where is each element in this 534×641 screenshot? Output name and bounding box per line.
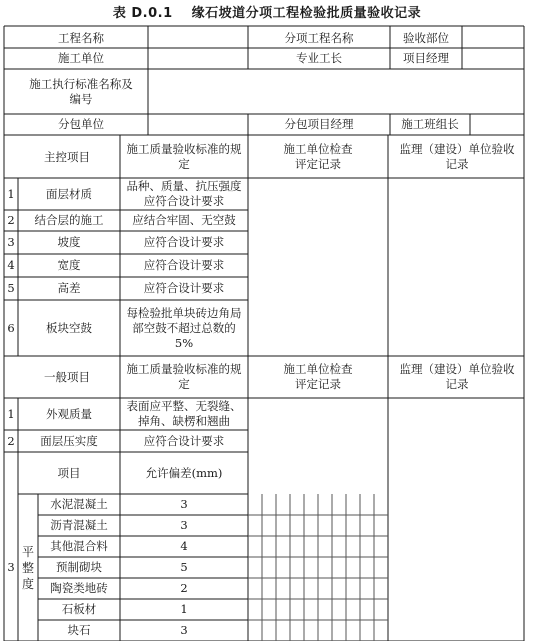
flatness-row-value: 1 <box>180 602 188 616</box>
flatness-row-name: 其他混合料 <box>50 539 108 553</box>
main-row-name: 宽度 <box>57 258 81 272</box>
label-foreman: 专业工长 <box>296 50 342 65</box>
main-row-spec: 每检验批单块砖边角局部空鼓不超过总数的5% <box>126 305 242 350</box>
main-row-no: 6 <box>7 320 15 335</box>
main-row-name: 板块空鼓 <box>46 320 92 335</box>
label-project-name: 工程名称 <box>58 30 104 45</box>
flatness-row-name: 沥青混凝土 <box>50 518 108 532</box>
main-row-spec: 应符合设计要求 <box>143 281 225 295</box>
main-row-name: 高差 <box>57 281 81 295</box>
flatness-row-value: 3 <box>180 497 188 511</box>
flatness-header-item: 项目 <box>57 465 81 480</box>
label-construction-unit: 施工单位 <box>58 50 104 65</box>
general-items-label: 一般项目 <box>44 369 90 384</box>
general-row-spec: 表面应平整、无裂缝、掉角、缺楞和翘曲 <box>126 399 242 428</box>
form-number: 表 D.0.1 <box>112 6 173 21</box>
label-standard-name: 施工执行标准名称及编号 <box>29 77 133 106</box>
general-row-no: 2 <box>7 433 15 448</box>
main-row-no: 4 <box>7 258 15 272</box>
flatness-row-name: 石板材 <box>61 602 97 616</box>
label-team-leader: 施工班组长 <box>401 116 459 131</box>
general-row-no: 1 <box>7 406 15 421</box>
flatness-row-name: 预制砌块 <box>56 560 102 574</box>
main-row-name: 面层材质 <box>46 186 92 201</box>
main-check-header: 施工单位检查评定记录 <box>283 142 353 171</box>
flatness-row-name: 块石 <box>67 623 91 637</box>
general-check-header: 施工单位检查评定记录 <box>283 362 353 391</box>
form-title-text: 缘石坡道分项工程检验批质量验收记录 <box>191 6 422 21</box>
flatness-row-name: 陶瓷类地砖 <box>50 581 108 595</box>
main-supervision-header: 监理（建设）单位验收记录 <box>399 142 515 171</box>
flatness-row-value: 3 <box>180 518 188 532</box>
main-row-spec: 应结合牢固、无空鼓 <box>132 213 236 227</box>
general-supervision-header: 监理（建设）单位验收记录 <box>399 362 515 391</box>
label-sub-project-name: 分项工程名称 <box>284 30 354 45</box>
main-row-spec: 品种、质量、抗压强度应符合设计要求 <box>126 179 242 208</box>
main-row-name: 结合层的施工 <box>34 213 104 227</box>
flatness-row-value: 3 <box>180 623 188 637</box>
main-row-no: 2 <box>7 213 15 227</box>
general-row-spec: 应符合设计要求 <box>143 433 225 448</box>
flatness-row-value: 4 <box>180 539 188 553</box>
main-row-spec: 应符合设计要求 <box>143 235 225 249</box>
main-row-no: 1 <box>7 186 15 201</box>
main-row-no: 5 <box>7 281 15 295</box>
flatness-label <box>20 494 36 641</box>
label-acceptance-part: 验收部位 <box>403 30 449 45</box>
flatness-label-text: 平整度 <box>21 544 34 591</box>
flatness-header-tolerance: 允许偏差(mm) <box>145 465 223 480</box>
main-row-spec: 应符合设计要求 <box>143 258 225 272</box>
flatness-row-no: 3 <box>7 560 15 574</box>
label-subcontract-manager: 分包项目经理 <box>284 116 354 131</box>
main-items-label: 主控项目 <box>44 149 90 164</box>
general-row-name: 外观质量 <box>46 406 92 421</box>
flatness-row-value: 5 <box>180 560 188 574</box>
general-spec-header: 施工质量验收标准的规定 <box>126 362 242 391</box>
label-subcontract-unit: 分包单位 <box>58 116 104 131</box>
main-row-name: 坡度 <box>57 235 81 249</box>
label-project-manager: 项目经理 <box>403 50 449 65</box>
flatness-row-name: 水泥混凝土 <box>50 497 108 511</box>
general-row-name: 面层压实度 <box>40 433 98 448</box>
flatness-row-value: 2 <box>180 581 188 595</box>
main-row-no: 3 <box>7 235 15 249</box>
main-spec-header: 施工质量验收标准的规定 <box>126 142 242 171</box>
